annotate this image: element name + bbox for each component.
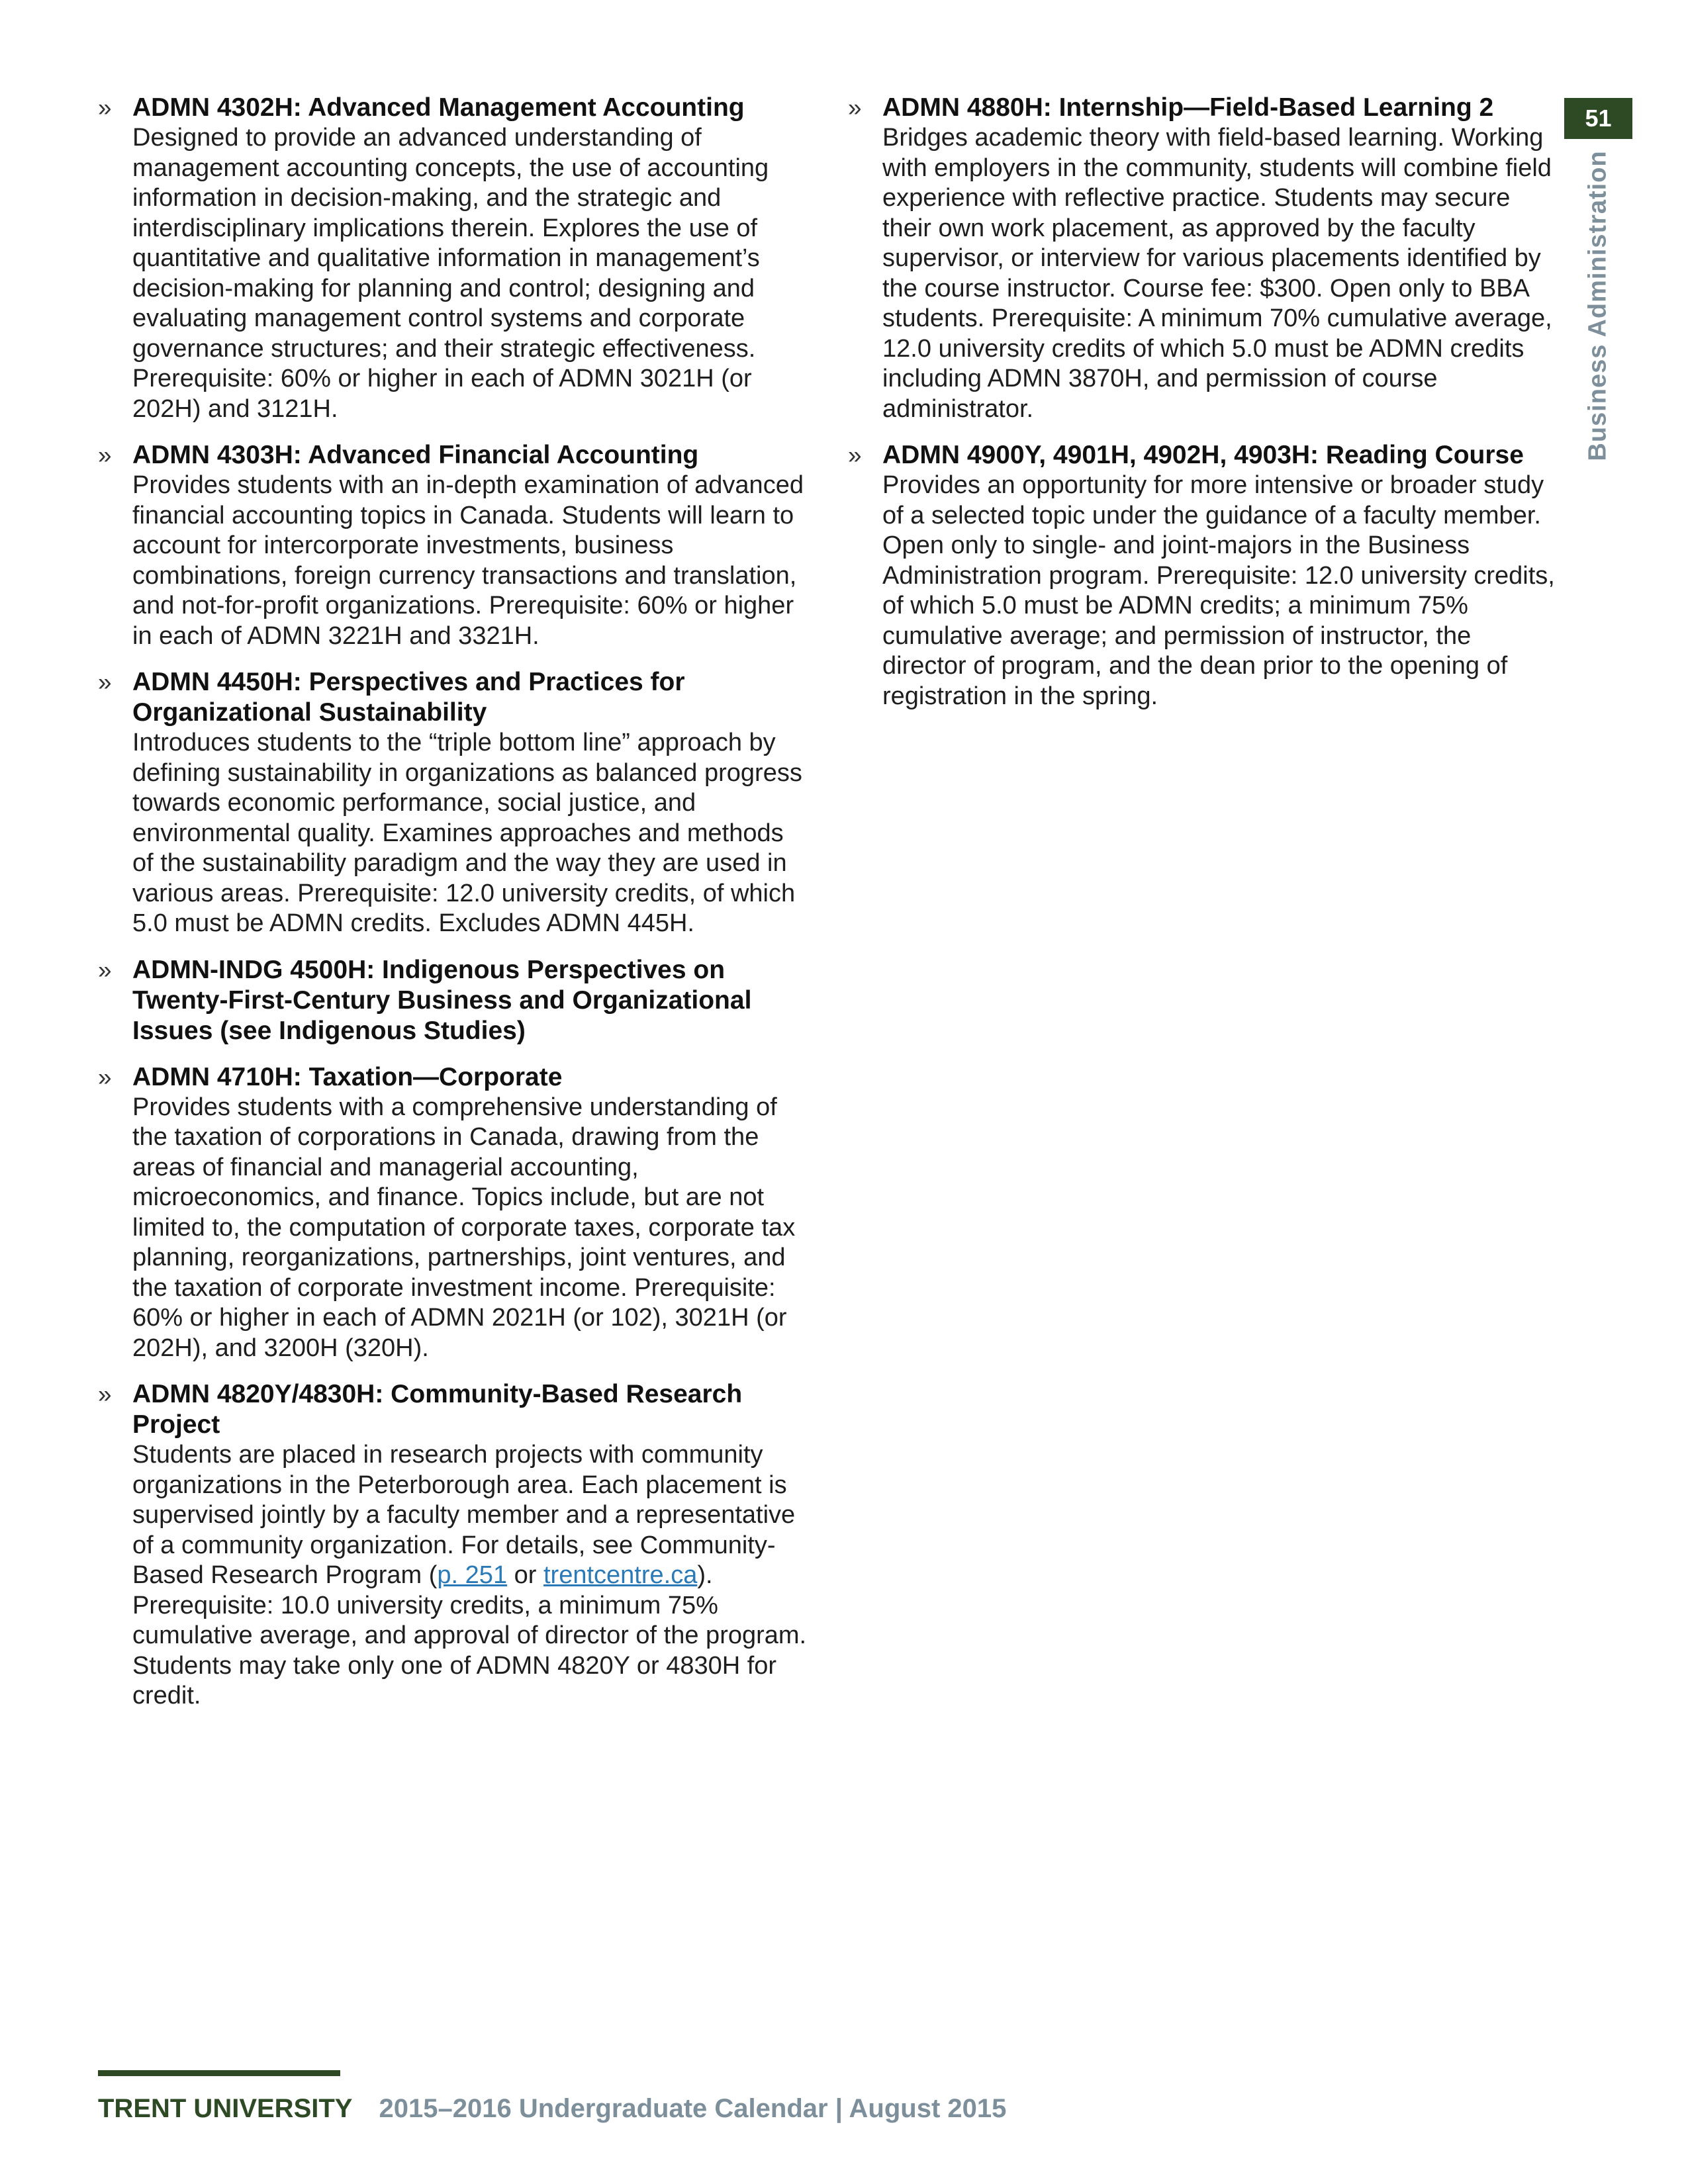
course-title: ADMN 4303H: Advanced Financial Accounting xyxy=(132,441,699,469)
course-title: ADMN-INDG 4500H: Indigenous Perspectives on Twenty-First-Century Business and Organizational Issues (see Indigenous Studies) xyxy=(132,955,752,1045)
page-number: 51 xyxy=(1564,98,1632,139)
footer xyxy=(98,2094,1006,2124)
course-description: Designed to provide an advanced understanding of management accounting concepts, the use of accounting information in decision-making, and the strategic and interdisciplinary implications therein. Explores the use of quantitative and qualitative information in management’s decision-making for planning and control; designing and evaluating management control systems and corporate governance structures; and their strategic effectiveness. Prerequisite: 60% or higher in each of ADMN 3021H (or 202H) and 3121H. xyxy=(132,124,769,423)
course-entry xyxy=(843,93,1558,424)
course-entry xyxy=(93,955,808,1046)
description-text: or xyxy=(507,1561,543,1589)
course-title: ADMN 4302H: Advanced Management Accounting xyxy=(132,93,745,122)
course-entry xyxy=(93,1379,808,1711)
bullet-marker: » xyxy=(848,94,862,121)
section-label: Business Administration xyxy=(1583,150,1612,461)
bullet-marker: » xyxy=(98,668,112,696)
course-entry xyxy=(93,1062,808,1364)
course-title: ADMN 4820Y/4830H: Community-Based Research Project xyxy=(132,1380,743,1439)
course-title: ADMN 4710H: Taxation—Corporate xyxy=(132,1062,563,1091)
course-description: Provides students with an in-depth examination of advanced financial accounting topics in Canada. Students will learn to account for intercorporate investments, business combinations, foreign currency transactions and translation, and not-for-profit organizations. Prerequisite: 60% or higher in each of ADMN 3221H and 3321H. xyxy=(132,471,804,650)
course-description: Introduces students to the “triple bottom line” approach by defining sustainability in organizations as balanced progress towards economic performance, social justice, and environmental quality. Examines approaches and methods of the sustainability paradigm and the way they are used in various areas. Prerequisite: 12.0 university credits, of which 5.0 must be ADMN credits. Excludes ADMN 445H. xyxy=(132,729,802,937)
course-title: ADMN 4450H: Perspectives and Practices for Organizational Sustainability xyxy=(132,668,685,727)
left-column xyxy=(93,93,808,1727)
course-description xyxy=(132,1440,808,1711)
course-entry xyxy=(93,440,808,651)
footer-rule xyxy=(98,2070,340,2076)
bullet-marker: » xyxy=(98,956,112,983)
course-description: Provides students with a comprehensive understanding of the taxation of corporations in Canada, drawing from the areas of financial and managerial accounting, microeconomics, and finance. Topics include, but are not limited to, the computation of corporate taxes, corporate tax planning, reorganizations, partnerships, joint ventures, and the taxation of corporate investment income. Prerequisite: 60% or higher in each of ADMN 2021H (or 102), 3021H (or 202H), and 3200H (320H). xyxy=(132,1093,796,1362)
page-reference-link[interactable]: p. 251 xyxy=(437,1561,508,1589)
course-entry xyxy=(93,667,808,939)
footer-calendar: 2015–2016 Undergraduate Calendar | August 2015 xyxy=(379,2094,1007,2123)
footer-university: TRENT UNIVERSITY xyxy=(98,2094,353,2123)
course-description: Provides an opportunity for more intensive or broader study of a selected topic under the guidance of a faculty member. Open only to single- and joint-majors in the Business Administration program. Prerequisite: 12.0 university credits, of which 5.0 must be ADMN credits; a minimum 75% cumulative average; and permission of instructor, the director of program, and the dean prior to the opening of registration in the spring. xyxy=(882,471,1555,710)
trentcentre-link[interactable]: trentcentre.ca xyxy=(543,1561,698,1589)
right-column xyxy=(843,93,1558,727)
bullet-marker: » xyxy=(848,441,862,469)
course-title: ADMN 4900Y, 4901H, 4902H, 4903H: Reading Course xyxy=(882,441,1524,469)
course-entry xyxy=(843,440,1558,711)
course-entry xyxy=(93,93,808,424)
bullet-marker: » xyxy=(98,94,112,121)
course-description: Bridges academic theory with field-based learning. Working with employers in the community, students will combine field experience with reflective practice. Students may secure their own work placement, as approved by the faculty supervisor, or interview for various placements identified by the course instructor. Course fee: $300. Open only to BBA students. Prerequisite: A minimum 70% cumulative average, 12.0 university credits of which 5.0 must be ADMN credits including ADMN 3870H, and permission of course administrator. xyxy=(882,124,1552,423)
bullet-marker: » xyxy=(98,1063,112,1091)
course-title: ADMN 4880H: Internship—Field-Based Learning 2 xyxy=(882,93,1494,122)
description-text: Students are placed in research projects with community organizations in the Peterborough area. Each placement is supervised jointly by a faculty member and a representative of a community organization. For details, see Community-Based Research Program ( xyxy=(132,1441,796,1589)
bullet-marker: » xyxy=(98,441,112,469)
bullet-marker: » xyxy=(98,1381,112,1408)
description-text: ). Prerequisite: 10.0 university credits, a minimum 75% cumulative average, and approval of director of the program. Students may take only one of ADMN 4820Y or 4830H for credit. xyxy=(132,1561,807,1709)
